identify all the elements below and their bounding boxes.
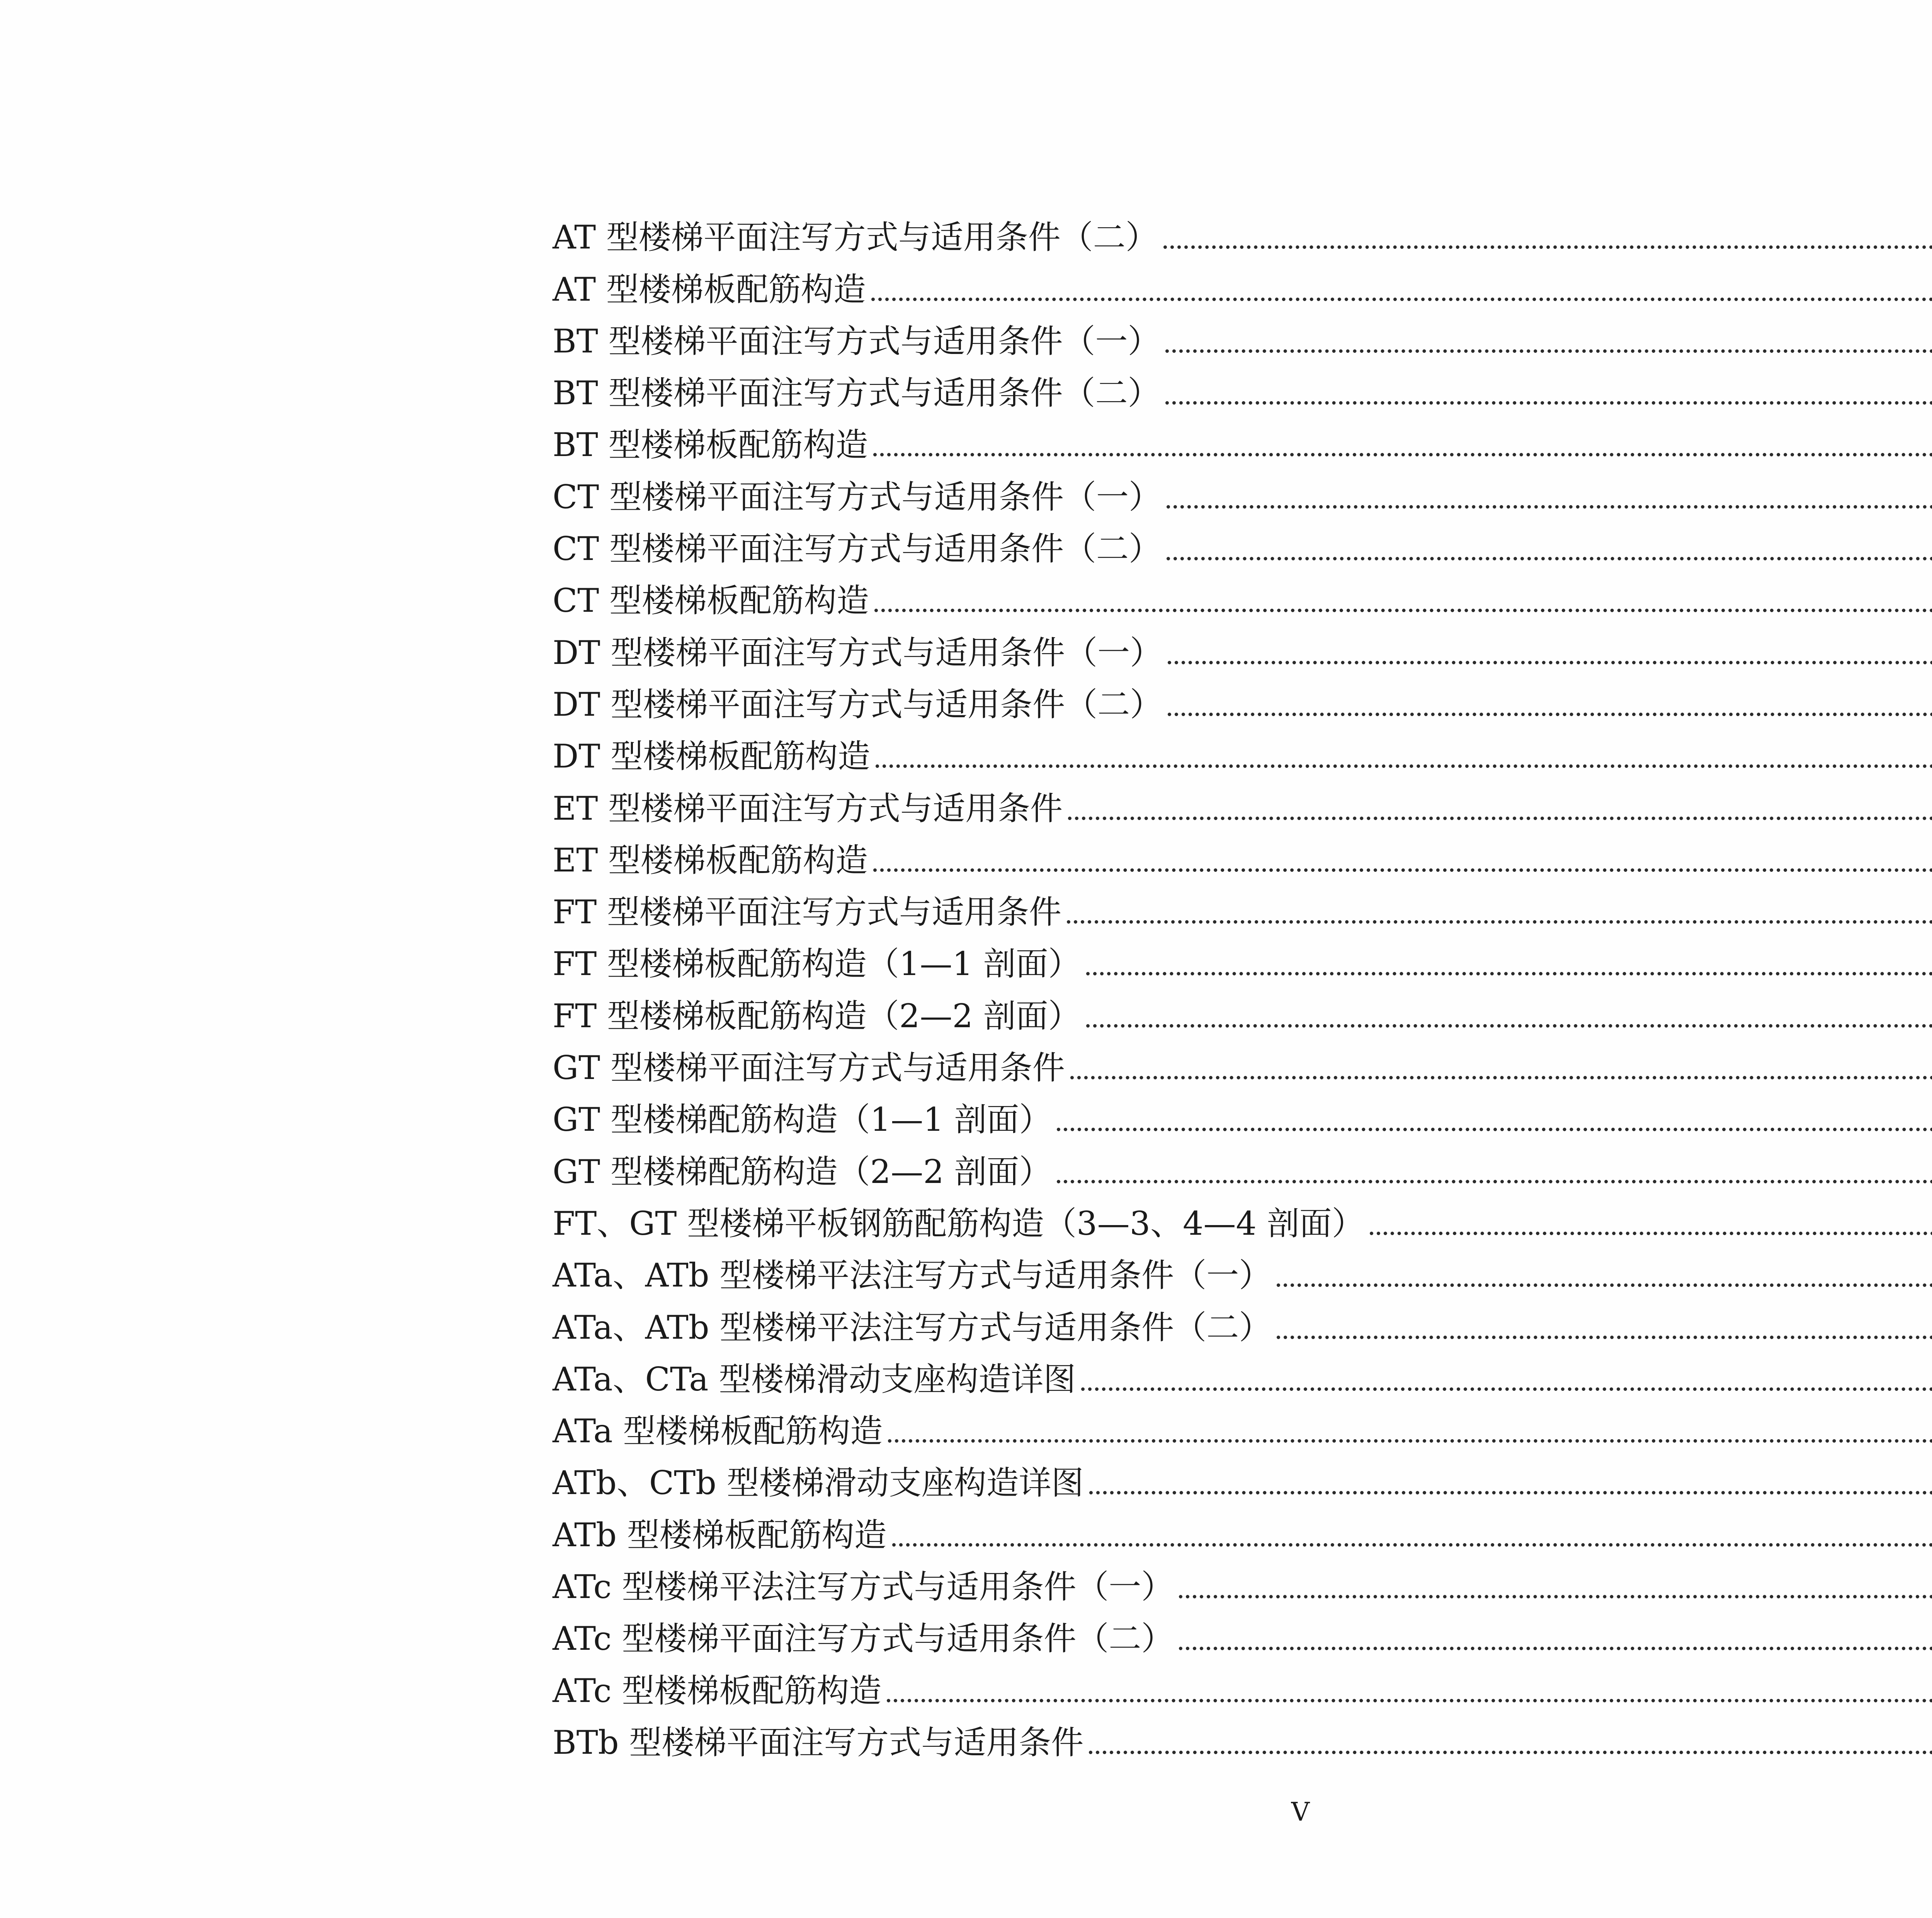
dot-leader: [1057, 1128, 1932, 1131]
toc-entry[interactable]: [553, 306, 1932, 360]
toc-entry-title: FT 型楼梯板配筋构造（2—2 剖面）: [553, 997, 1081, 1035]
toc-entry[interactable]: [553, 1603, 1932, 1658]
toc-entry-title: AT 型楼梯板配筋构造: [553, 270, 866, 308]
toc-entry[interactable]: [553, 1240, 1932, 1295]
toc-entry-title: FT 型楼梯板配筋构造（1—1 剖面）: [553, 945, 1081, 983]
toc-entry[interactable]: [553, 202, 1932, 257]
dot-leader: [1163, 245, 1932, 249]
toc-entry[interactable]: [553, 773, 1932, 827]
toc-entry[interactable]: [553, 1084, 1932, 1139]
dot-leader: [1179, 1595, 1932, 1598]
toc-entry-title: DT 型楼梯平面注写方式与适用条件（二）: [553, 685, 1163, 723]
toc-entry[interactable]: [553, 1396, 1932, 1450]
dot-leader: [1089, 1751, 1932, 1754]
dot-leader: [874, 609, 1932, 612]
toc-entry-title: ATb、CTb 型楼梯滑动支座构造详图: [553, 1464, 1084, 1502]
dot-leader: [1086, 1024, 1932, 1028]
dot-leader: [1165, 349, 1932, 353]
dot-leader: [1179, 1647, 1932, 1650]
toc-entry[interactable]: [553, 1188, 1932, 1240]
toc-entry-title: ATa、CTa 型楼梯滑动支座构造详图: [553, 1360, 1076, 1398]
toc-entry-title: ATc 型楼梯板配筋构造: [553, 1671, 882, 1710]
table-of-contents: [553, 202, 1932, 1759]
toc-entry-title: BT 型楼梯平面注写方式与适用条件（一）: [553, 322, 1160, 360]
toc-entry-title: ATa、ATb 型楼梯平法注写方式与适用条件（一）: [553, 1256, 1272, 1295]
toc-entry[interactable]: [553, 876, 1932, 931]
dot-leader: [873, 453, 1932, 456]
toc-entry-title: CT 型楼梯平面注写方式与适用条件（二）: [553, 530, 1162, 568]
toc-entry-title: ATb 型楼梯板配筋构造: [553, 1516, 887, 1554]
toc-entry[interactable]: [553, 565, 1932, 620]
toc-entry[interactable]: [553, 1707, 1932, 1759]
toc-entry[interactable]: [553, 1499, 1932, 1554]
toc-entry[interactable]: [553, 1136, 1932, 1191]
toc-entry-title: ATc 型楼梯平面注写方式与适用条件（二）: [553, 1620, 1174, 1658]
toc-entry-title: DT 型楼梯板配筋构造: [553, 737, 871, 776]
toc-entry[interactable]: [553, 617, 1932, 672]
toc-entry-title: BT 型楼梯板配筋构造: [553, 426, 868, 464]
dot-leader: [1168, 661, 1932, 664]
dot-leader: [1089, 1491, 1932, 1494]
toc-entry[interactable]: [553, 721, 1932, 776]
dot-leader: [1086, 972, 1932, 975]
dot-leader: [1277, 1283, 1932, 1287]
dot-leader: [1168, 713, 1932, 716]
toc-entry[interactable]: [553, 1655, 1932, 1710]
toc-entry[interactable]: [553, 1292, 1932, 1346]
dot-leader: [1167, 505, 1932, 509]
toc-entry-title: ET 型楼梯平面注写方式与适用条件: [553, 789, 1063, 827]
toc-entry-title: AT 型楼梯平面注写方式与适用条件（二）: [553, 218, 1158, 257]
dot-leader: [887, 1699, 1932, 1702]
toc-entry[interactable]: [553, 928, 1932, 983]
dot-leader: [1081, 1387, 1932, 1391]
toc-entry[interactable]: [553, 513, 1932, 568]
dot-leader: [1057, 1180, 1932, 1183]
toc-entry[interactable]: [553, 357, 1932, 412]
dot-leader: [1070, 1076, 1932, 1079]
toc-entry-title: CT 型楼梯平面注写方式与适用条件（一）: [553, 478, 1162, 516]
toc-entry[interactable]: [553, 980, 1932, 1035]
toc-entry[interactable]: [553, 669, 1932, 721]
toc-entry[interactable]: [553, 409, 1932, 464]
toc-entry-title: GT 型楼梯配筋构造（2—2 剖面）: [553, 1152, 1052, 1191]
dot-leader: [1277, 1336, 1932, 1339]
toc-entry[interactable]: [553, 1344, 1932, 1396]
dot-leader: [892, 1543, 1932, 1547]
dot-leader: [876, 764, 1932, 768]
toc-entry[interactable]: [553, 461, 1932, 516]
dot-leader: [1068, 817, 1932, 820]
toc-entry-title: GT 型楼梯平面注写方式与适用条件: [553, 1049, 1065, 1087]
page-number: V: [1291, 1797, 1311, 1827]
toc-entry-title: ATc 型楼梯平法注写方式与适用条件（一）: [553, 1568, 1174, 1606]
dot-leader: [1067, 920, 1932, 924]
toc-entry-title: DT 型楼梯平面注写方式与适用条件（一）: [553, 633, 1163, 672]
toc-entry[interactable]: [553, 1551, 1932, 1606]
dot-leader: [1167, 557, 1932, 560]
dot-leader: [871, 298, 1932, 301]
toc-entry[interactable]: [553, 1032, 1932, 1087]
toc-entry-title: ATa 型楼梯板配筋构造: [553, 1412, 883, 1450]
toc-entry-title: FT、GT 型楼梯平板钢筋配筋构造（3—3、4—4 剖面）: [553, 1204, 1364, 1242]
toc-entry[interactable]: [553, 825, 1932, 879]
toc-entry[interactable]: [553, 254, 1932, 308]
dot-leader: [873, 868, 1932, 872]
toc-entry-title: BT 型楼梯平面注写方式与适用条件（二）: [553, 374, 1160, 412]
dot-leader: [888, 1439, 1932, 1443]
toc-entry-title: ET 型楼梯板配筋构造: [553, 841, 868, 879]
toc-entry-title: CT 型楼梯板配筋构造: [553, 582, 869, 620]
toc-entry-title: ATa、ATb 型楼梯平法注写方式与适用条件（二）: [553, 1308, 1272, 1346]
dot-leader: [1165, 401, 1932, 405]
toc-entry[interactable]: [553, 1447, 1932, 1502]
toc-entry-title: BTb 型楼梯平面注写方式与适用条件: [553, 1723, 1084, 1761]
toc-entry-title: FT 型楼梯平面注写方式与适用条件: [553, 893, 1062, 931]
toc-entry-title: GT 型楼梯配筋构造（1—1 剖面）: [553, 1101, 1052, 1139]
dot-leader: [1370, 1232, 1932, 1235]
